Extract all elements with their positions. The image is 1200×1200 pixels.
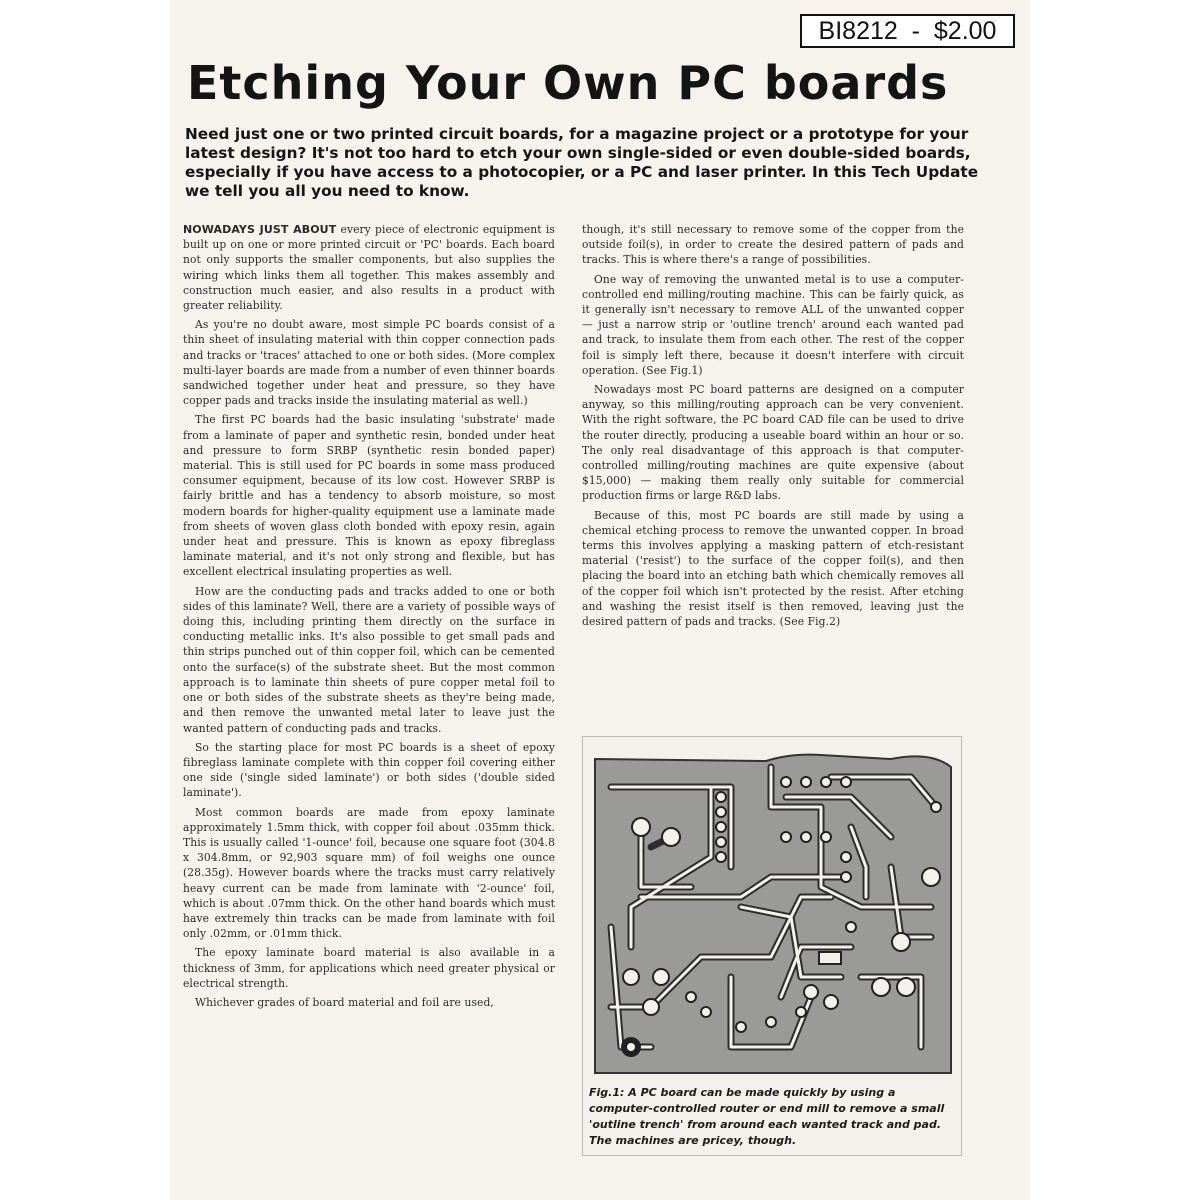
body-column-left <box>183 222 555 1014</box>
magazine-page <box>170 0 1030 1200</box>
paragraph: Whichever grades of board material and foil are used, <box>195 995 494 1009</box>
paragraph: Nowadays most PC board patterns are designed on a computer anyway, so this milling/routing approach can be very convenient. With the right software, the PC board CAD file can be used to drive the router directly, producing a useable board within an hour or so. The only real disadvantage of this approach is that computer-controlled milling/routing machines are quite expensive (about $15,000) — making them really only suitable for commercial production firms or large R&D labs. <box>582 383 964 503</box>
lead-in: NOWADAYS JUST ABOUT <box>183 223 337 236</box>
paragraph: Because of this, most PC boards are still made by using a chemical etching process to remove the unwanted copper. In broad terms this involves applying a masking pattern of etch-resistant material ('resist') to the surface of the copper foil(s), and then placing the board into an etching bath which chemically removes all of the copper foil which isn't protected by the resist. After etching and washing the resist itself is then removed, leaving just the desired pattern of pads and tracks. (See Fig.2) <box>582 508 964 629</box>
price-tag: BI8212 - $2.00 <box>800 14 1015 48</box>
paragraph: though, it's still necessary to remove some of the copper from the outside foil(s), in order to create the desired pattern of pads and tracks. This is where there's a range of possibilities. <box>582 223 964 267</box>
paragraph: The epoxy laminate board material is also available in a thickness of 3mm, for applications which need greater physical or electrical strength. <box>183 946 555 990</box>
figure-1 <box>582 736 962 1156</box>
pcb-illustration <box>591 747 953 1077</box>
paragraph: The first PC boards had the basic insulating 'substrate' made from a laminate of paper and synthetic resin, bonded under heat and pressure to form SRBP (synthetic resin bonded paper) material. This is still used for PC boards in some mass produced consumer equipment, because of its low cost. However SRBP is fairly brittle and has a tendency to absorb moisture, so most modern boards for higher-quality equipment use a laminate made from sheets of woven glass cloth bonded with epoxy resin, again under heat and pressure. This is known as epoxy fibreglass laminate material, and it's not only strong and flexible, but has excellent electrical insulating properties as well. <box>183 413 555 579</box>
paragraph: How are the conducting pads and tracks added to one or both sides of this laminate? Well, there are a variety of possible ways of doing this, including printing them directly on the surface in conducting metallic inks. It's also possible to get small pads and thin strips punched out of thin copper foil, which can be cemented onto the surface(s) of the substrate sheet. But the most common approach is to laminate thin sheets of pure copper metal foil to one or both sides of the substrate sheets as they're being made, and then remove the unwanted metal later to leave just the wanted pattern of conducting pads and tracks. <box>183 584 555 735</box>
paragraph: NOWADAYS JUST ABOUT every piece of electronic equipment is built up on one or more printed circuit or 'PC' boards. Each board not only supports the smaller components, but also supplies the wiring which links them all together. This makes assembly and construction much easier, and also results in a product with greater reliability. <box>183 223 555 313</box>
paragraph: So the starting place for most PC boards is a sheet of epoxy fibreglass laminate complete with thin copper foil covering either one side ('single sided laminate') or both sides ('double sided laminate'). <box>183 740 555 800</box>
paragraph: One way of removing the unwanted metal is to use a computer-controlled end milling/routing machine. This can be fairly quick, as it generally isn't necessary to remove ALL of the unwanted copper — just a narrow strip or 'outline trench' around each wanted pad and track, to insulate them from each other. The rest of the copper foil is simply left there, because it doesn't interfere with circuit operation. (See Fig.1) <box>582 272 964 377</box>
body-column-right <box>582 222 964 633</box>
paragraph: As you're no doubt aware, most simple PC boards consist of a thin sheet of insulating material with thin copper connection pads and tracks or 'traces' attached to one or both sides. (More complex multi-layer boards are made from a number of even thinner boards sandwiched together under heat and pressure, so they have copper pads and tracks inside the insulating material as well.) <box>183 318 555 408</box>
paragraph: Most common boards are made from epoxy laminate approximately 1.5mm thick, with copper foil about .035mm thick. This is usually called '1-ounce' foil, because one square foot (304.8 x 304.8mm, or 92,903 square mm) of foil weighs one ounce (28.35g). However boards where the tracks must carry relatively heavy current can be made from laminate with '2-ounce' foil, which is about .07mm thick. On the other hand boards which must have extremely thin tracks can be made from laminate with foil only .02mm, or .01mm thick. <box>183 805 555 941</box>
article-title: Etching Your Own PC boards <box>187 56 949 110</box>
standfirst: Need just one or two printed circuit boards, for a magazine project or a prototype for your latest design? It's not too hard to etch your own single-sided or even double-sided boards, especially if you have access to a photocopier, or a PC and laser printer. In this Tech Update we tell you all you need to know. <box>185 125 979 200</box>
figure-caption: Fig.1: A PC board can be made quickly by using a computer-controlled router or end mill to remove a small 'outline trench' from around each wanted track and pad. The machines are pricey, though. <box>589 1086 945 1147</box>
